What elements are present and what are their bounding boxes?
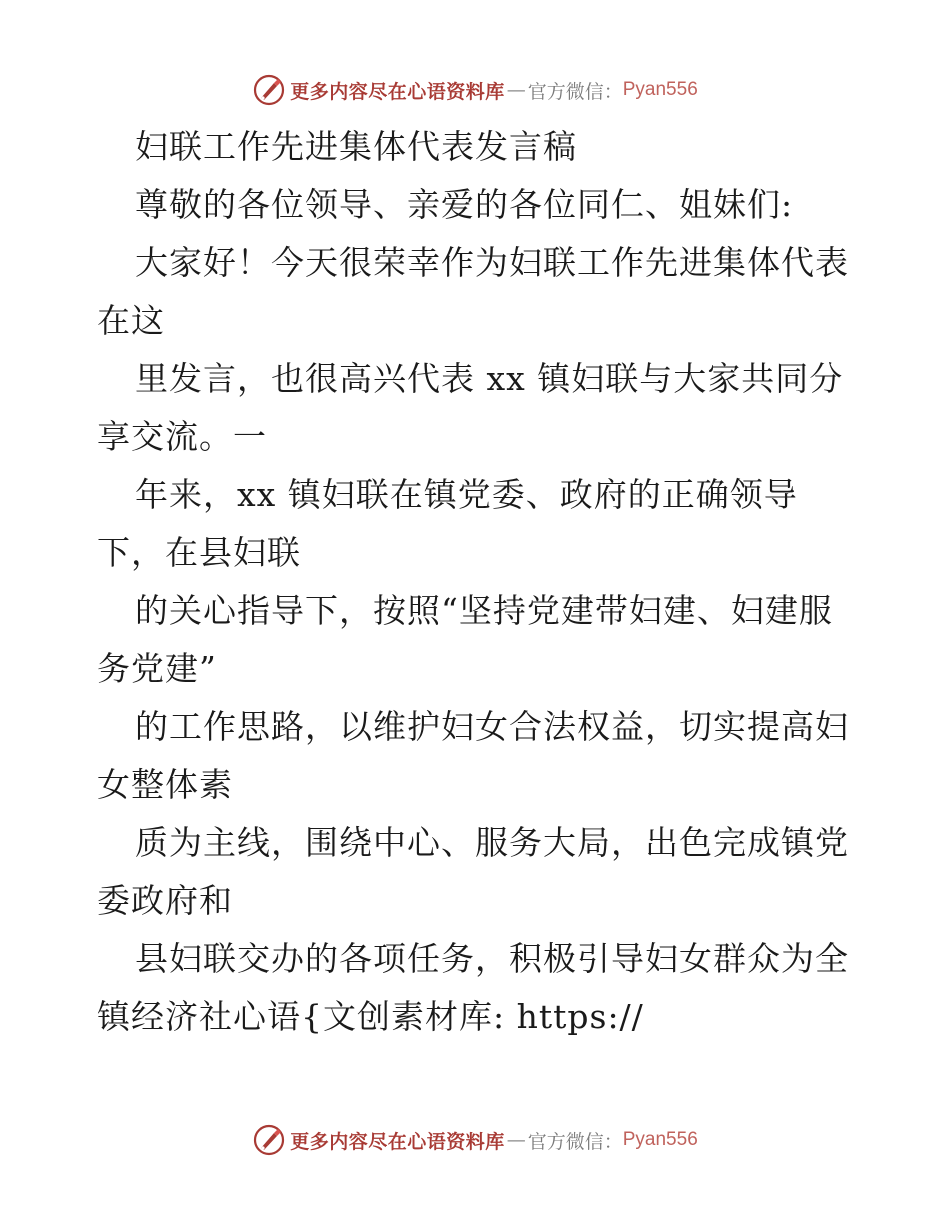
text-line: 县妇联交办的各项任务，积极引导妇女群众为全 — [135, 939, 849, 978]
header-watermark-banner — [0, 70, 950, 110]
text-line: 下，在县妇联 — [97, 533, 301, 572]
pen-logo-icon — [252, 73, 286, 107]
banner-separator: — — [506, 79, 526, 101]
text-line: 质为主线，围绕中心、服务大局，出色完成镇党 — [135, 823, 849, 862]
text-line: 委政府和 — [97, 881, 233, 920]
banner-contact-id: Pyan556 — [622, 1129, 698, 1150]
pen-logo-icon — [252, 1123, 286, 1157]
text-line: 务党建” — [97, 649, 217, 688]
banner-contact-label: 官方微信： — [527, 80, 623, 103]
text-line: 年来，xx 镇妇联在镇党委、政府的正确领导 — [135, 475, 798, 514]
document-title: 妇联工作先进集体代表发言稿 — [135, 127, 577, 166]
text-line: 大家好！今天很荣幸作为妇联工作先进集体代表 — [135, 243, 849, 282]
text-line: 镇经济社心语{文创素材库: https:// — [97, 997, 644, 1036]
text-line: 在这 — [97, 301, 165, 340]
banner-title: 更多内容尽在心语资料库 — [290, 80, 505, 103]
salutation-line: 尊敬的各位领导、亲爱的各位同仁、姐妹们: — [135, 185, 794, 224]
text-line: 里发言，也很高兴代表 xx 镇妇联与大家共同分 — [135, 359, 844, 398]
text-line: 的关心指导下，按照“坚持党建带妇建、妇建服 — [135, 591, 833, 630]
text-line: 女整体素 — [97, 765, 233, 804]
document-body — [97, 118, 857, 1046]
text-line: 的工作思路，以维护妇女合法权益，切实提高妇 — [135, 707, 849, 746]
banner-contact-label: 官方微信： — [527, 1130, 623, 1153]
banner-separator: — — [506, 1129, 526, 1151]
banner-title: 更多内容尽在心语资料库 — [290, 1130, 505, 1153]
footer-watermark-banner — [0, 1120, 950, 1160]
banner-contact-id: Pyan556 — [622, 79, 698, 100]
text-line: 享交流。一 — [97, 417, 267, 456]
